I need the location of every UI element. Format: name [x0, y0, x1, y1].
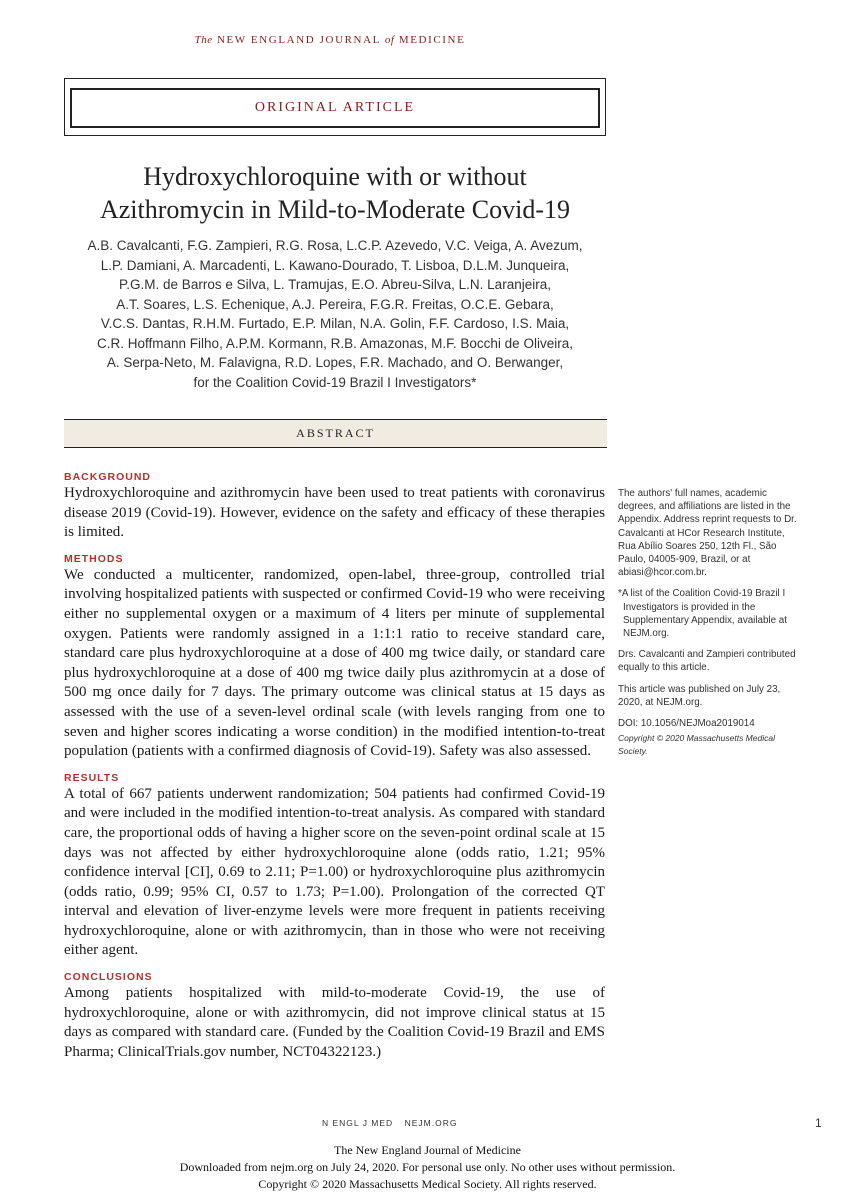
abstract-heading: ABSTRACT — [64, 419, 607, 448]
published-note: This article was published on July 23, 2020, at NEJM.org. — [618, 683, 781, 708]
contribution-note: Drs. Cavalcanti and Zampieri contributed equally to this article. — [618, 649, 796, 674]
journal-abbrev: N ENGL J MED — [322, 1118, 394, 1128]
investigators-note: *A list of the Coalition Covid-19 Brazil I Investigators is provided in the Supplementary Appendix, available at NEJM.org. — [618, 588, 787, 640]
conclusions-text: Among patients hospitalized with mild-to-moderate Covid-19, the use of hydroxychloroquine, alone or with azithromycin, did not improve clinical status at 15 days as compared with standard care. (Funded by the Coalition Covid-19 Brazil and EMS Pharma; ClinicalTrials.gov number, NCT04322123.) — [64, 985, 605, 1060]
abstract-body — [64, 470, 605, 1071]
author-line: A. Serpa-Neto, M. Falavigna, R.D. Lopes, F.R. Machado, and O. Berwanger, — [106, 355, 564, 370]
results-label: RESULTS — [64, 771, 120, 784]
running-head-of: of — [384, 34, 395, 46]
running-head-journal: NEW ENGLAND JOURNAL — [216, 34, 381, 46]
copyright-note: Copyright © 2020 Massachusetts Medical Society. — [618, 733, 775, 757]
doi-link[interactable]: DOI: 10.1056/NEJMoa2019014 — [618, 718, 755, 730]
background-label: BACKGROUND — [64, 471, 151, 483]
conclusions-label: CONCLUSIONS — [64, 971, 153, 984]
author-line: P.G.M. de Barros e Silva, L. Tramujas, E.O. Abreu-Silva, L.N. Laranjeira, — [119, 277, 551, 292]
methods-text: We conducted a multicenter, randomized, open-label, three-group, controlled trial involving hospitalized patients with suspected or confirmed Covid-19 who were receiving either no supplemental oxygen or a maximum of 4 liters per minute of supplemental oxygen. Patients were randomly assigned in a 1:1:1 ratio to receive standard care, standard care plus hydroxychloroquine at a dose of 400 mg twice daily, or standard care plus hydroxychloroquine at a dose of 400 mg twice daily plus azithromycin at a dose of 500 mg once daily for 7 days. The primary outcome was clinical status at 15 days as assessed with the use of a seven-level ordinal scale (with levels ranging from one to seven and higher scores indicating a worse condition) in the modified intention-to-treat population (patients with a confirmed diagnosis of Covid-19). Safety was also assessed. — [64, 566, 605, 760]
running-head — [0, 34, 660, 46]
author-line: for the Coalition Covid-19 Brazil I Investigators* — [193, 374, 477, 390]
download-line-2: Downloaded from nejm.org on July 24, 2020. For personal use only. No other uses without permission. — [179, 1160, 676, 1174]
running-head-medicine: MEDICINE — [398, 34, 466, 46]
methods-label: METHODS — [64, 552, 124, 565]
author-line: L.P. Damiani, A. Marcadenti, L. Kawano-Dourado, T. Lisboa, D.L.M. Junqueira, — [100, 257, 570, 273]
sidebar-notes — [618, 487, 800, 767]
title-line-2: Azithromycin in Mild-to-Moderate Covid-19 — [99, 195, 571, 224]
affiliations-note: The authors' full names, academic degrees, and affiliations are listed in the Appendix. Address reprint requests to Dr. Cavalcanti at HCor Research Institute, Rua Abílio Soares 250, 12th Fl., São Paulo, 04005-909, Brazil, or at abiasi@hcor.com.br. — [618, 488, 797, 579]
author-list — [0, 236, 670, 392]
author-line: C.R. Hoffmann Filho, A.P.M. Kormann, R.B. Amazonas, M.F. Bocchi de Oliveira, — [97, 335, 573, 351]
journal-site: NEJM.ORG — [404, 1118, 458, 1128]
journal-reference — [322, 1118, 465, 1128]
article-type-label: ORIGINAL ARTICLE — [70, 88, 600, 128]
article-type-banner — [64, 78, 606, 136]
author-line: A.B. Cavalcanti, F.G. Zampieri, R.G. Rosa, L.C.P. Azevedo, V.C. Veiga, A. Avezum, — [87, 238, 583, 253]
page-number: 1 — [815, 1116, 822, 1130]
running-head-the: The — [194, 34, 213, 46]
title-line-1: Hydroxychloroquine with or without — [143, 162, 527, 191]
author-line: V.C.S. Dantas, R.H.M. Furtado, E.P. Milan, N.A. Golin, F.F. Cardoso, I.S. Maia, — [100, 316, 570, 331]
download-line-1: The New England Journal of Medicine — [334, 1143, 521, 1157]
background-text: Hydroxychloroquine and azithromycin have been used to treat patients with coronavirus disease 2019 (Covid-19). However, evidence on the safety and efficacy of these therapies is limited. — [64, 485, 605, 541]
article-title — [0, 160, 670, 226]
author-line: A.T. Soares, L.S. Echenique, A.J. Pereira, F.G.R. Freitas, O.C.E. Gebara, — [116, 296, 554, 312]
download-notice — [0, 1142, 855, 1193]
results-text: A total of 667 patients underwent randomization; 504 patients had confirmed Covid-19 and were included in the modified intention-to-treat analysis. As compared with standard care, the proportional odds of having a higher score on the seven-point ordinal scale at 15 days was not affected by either hydroxychloroquine alone (odds ratio, 1.21; 95% confidence interval [CI], 0.69 to 2.11; P=1.00) or hydroxychloroquine plus azithromycin (odds ratio, 0.99; 95% CI, 0.57 to 1.73; P=1.00). Prolongation of the corrected QT interval and elevation of liver-enzyme levels were more frequent in patients receiving hydroxychloroquine, alone or with azithromycin, than in those who were not receiving either agent. — [64, 785, 605, 959]
download-line-3: Copyright © 2020 Massachusetts Medical Society. All rights reserved. — [258, 1177, 597, 1191]
